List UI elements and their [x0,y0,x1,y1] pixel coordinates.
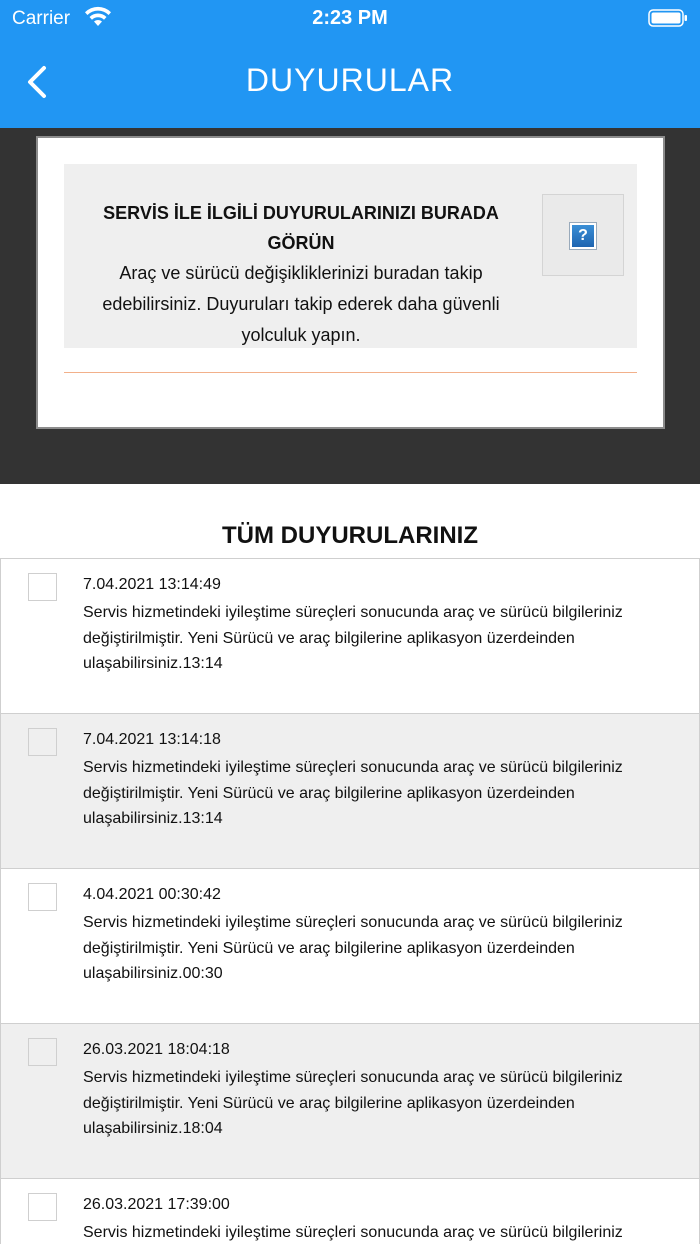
question-mark-icon: ? [570,223,596,249]
page-title: DUYURULAR [245,62,455,98]
row-checkbox[interactable] [28,573,57,601]
row-checkbox[interactable] [28,1038,57,1066]
announcement-message: Servis hizmetindeki iyileştime süreçleri sonucunda araç ve sürücü bilgileriniz değiştirilmiştir. Yeni Sürücü ve araç bilgilerine aplikasyon üzerdeinden ulaşabilirsiniz.13:14 [83,604,623,672]
info-card [36,136,665,429]
announcement-date: 26.03.2021 18:04:18 [83,1041,230,1058]
announcement-row[interactable] [0,1023,700,1178]
announcement-date: 4.04.2021 00:30:42 [83,886,221,903]
divider [64,372,637,373]
row-checkbox[interactable] [28,1193,57,1221]
announcement-row[interactable] [0,558,700,713]
announcement-row[interactable] [0,713,700,868]
status-time: 2:23 PM [312,7,388,29]
nav-bar [0,36,700,128]
help-image-box [542,194,624,276]
announcement-date: 7.04.2021 13:14:49 [83,576,221,593]
carrier-label: Carrier [12,8,71,29]
info-section [0,128,700,484]
row-checkbox[interactable] [28,728,57,756]
info-description: Araç ve sürücü değişikliklerinizi buradan takip edebilirsiniz. Duyuruları takip ederek daha güvenli yolculuk yapın. [102,263,500,345]
announcement-date: 7.04.2021 13:14:18 [83,731,221,748]
announcement-message: Servis hizmetindeki iyileştime süreçleri sonucunda araç ve sürücü bilgileriniz [83,1224,623,1241]
announcement-message: Servis hizmetindeki iyileştime süreçleri sonucunda araç ve sürücü bilgileriniz değiştirilmiştir. Yeni Sürücü ve araç bilgilerine aplikasyon üzerdeinden ulaşabilirsiniz.18:04 [83,1069,623,1137]
section-title: TÜM DUYURULARINIZ [222,522,478,549]
announcement-date: 26.03.2021 17:39:00 [83,1196,230,1213]
status-bar [0,0,700,36]
info-text [68,198,534,351]
row-checkbox[interactable] [28,883,57,911]
announcement-row[interactable] [0,1178,700,1244]
info-title: SERVİS İLE İLGİLİ DUYURULARINIZI BURADA GÖRÜN [103,203,499,253]
announcement-row[interactable] [0,868,700,1023]
announcement-message: Servis hizmetindeki iyileştime süreçleri sonucunda araç ve sürücü bilgileriniz değiştirilmiştir. Yeni Sürücü ve araç bilgilerine aplikasyon üzerdeinden ulaşabilirsiniz.00:30 [83,914,623,982]
announcement-message: Servis hizmetindeki iyileştime süreçleri sonucunda araç ve sürücü bilgileriniz değiştirilmiştir. Yeni Sürücü ve araç bilgilerine aplikasyon üzerdeinden ulaşabilirsiniz.13:14 [83,759,623,827]
info-box [64,164,637,348]
announcement-list [0,558,700,1244]
battery-icon [648,9,688,27]
